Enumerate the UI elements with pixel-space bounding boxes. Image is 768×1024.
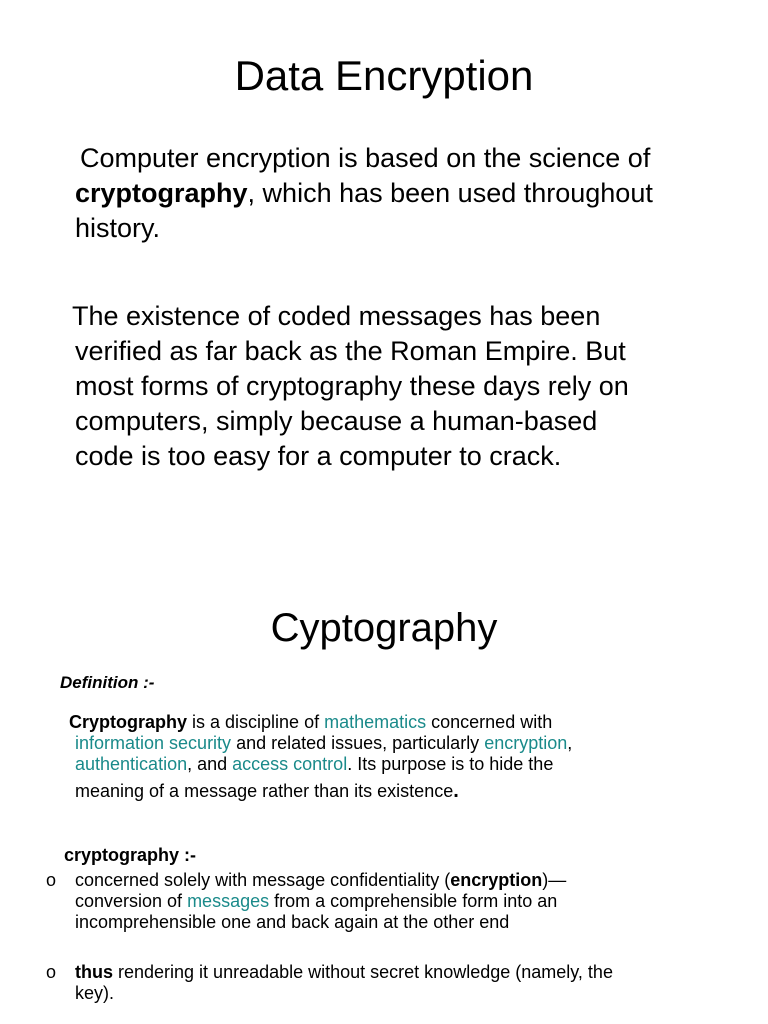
text: history. [75, 213, 161, 243]
text: is a discipline of [187, 712, 325, 732]
bullet-marker: o [46, 962, 57, 982]
text: conversion of [75, 891, 188, 911]
text: and related issues, particularly [231, 733, 485, 753]
slide1-title: Data Encryption [234, 52, 534, 99]
text: . Its purpose is to hide the [347, 754, 554, 774]
text: most forms of cryptography these days rely on [75, 371, 629, 401]
bullet-item-1 [75, 870, 755, 933]
definition-paragraph [69, 712, 755, 802]
bullet-marker: o [46, 870, 57, 890]
text: incomprehensible one and back again at the other end [75, 912, 510, 932]
bold-term: encryption [450, 870, 543, 890]
text: concerned with [426, 712, 553, 732]
link-access-control[interactable]: access control [232, 754, 348, 774]
text: )— [542, 870, 567, 890]
text: from a comprehensible form into an [269, 891, 558, 911]
definition-label: Definition :- [60, 673, 155, 692]
bold-term: thus [75, 962, 113, 982]
text: The existence of coded messages has been [72, 301, 601, 331]
text: concerned solely with message confidentiality ( [75, 870, 451, 890]
slide1-paragraph-1 [75, 141, 755, 246]
link-encryption[interactable]: encryption [484, 733, 568, 753]
bold-term: cryptography [75, 178, 248, 208]
text: . [453, 780, 459, 802]
text: , [567, 733, 573, 753]
link-authentication[interactable]: authentication [75, 754, 188, 774]
text: code is too easy for a computer to crack. [75, 441, 562, 471]
text: verified as far back as the Roman Empire. But [75, 336, 626, 366]
bullet-item-2 [75, 962, 755, 1004]
text: meaning of a message rather than its existence [75, 781, 454, 801]
text: key). [75, 983, 115, 1003]
sub-heading: cryptography :- [64, 845, 197, 865]
text: rendering it unreadable without secret knowledge (namely, the [113, 962, 613, 982]
link-information-security[interactable]: information security [75, 733, 232, 753]
slide1-paragraph-2 [72, 299, 755, 474]
text: , which has been used throughout [247, 178, 653, 208]
text: Computer encryption is based on the science of [80, 143, 651, 173]
link-messages[interactable]: messages [187, 891, 270, 911]
bold-term: Cryptography [69, 712, 188, 732]
slide2-title: Cyptography [270, 606, 498, 650]
link-mathematics[interactable]: mathematics [324, 712, 427, 732]
text: computers, simply because a human-based [75, 406, 598, 436]
text: , and [187, 754, 233, 774]
